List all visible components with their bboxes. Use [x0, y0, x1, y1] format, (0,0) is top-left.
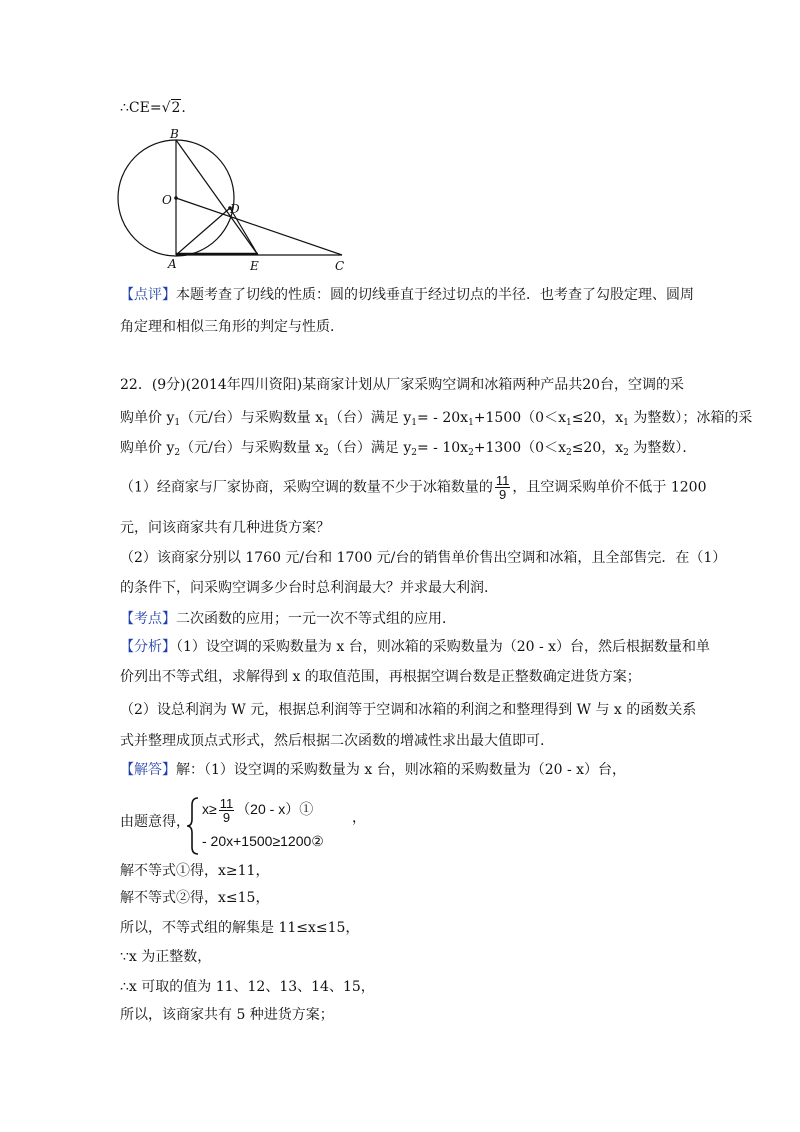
inequality-2: - 20x+1500≥1200②: [202, 833, 324, 849]
inequality-system: [186, 797, 366, 855]
inequality-1: x≥ $\frac{11}{9}$ （20 - x）①: [202, 796, 314, 825]
problem-22-line-1: 22．(9分)(2014年四川资阳)某商家计划从厂家采购空调和冰箱两种产品共20台，空调的采: [120, 377, 685, 393]
geometry-figure: [110, 122, 360, 282]
jieda-line-1: 【解答】解：（1）设空调的采购数量为 x 台，则冰箱的采购数量为（20 - x）台，: [120, 762, 627, 778]
sqrt-expression: [162, 98, 182, 118]
step-5: ∴x 可取的值为 11、12、13、14、15，: [120, 979, 375, 995]
comment-line-1: [120, 285, 694, 305]
step-1: 解不等式①得，x≥11，: [120, 863, 270, 879]
label-a: A: [168, 257, 177, 271]
label-b: B: [170, 127, 179, 141]
kaodian-line: 【考点】二次函数的应用；一元一次不等式组的应用．: [120, 611, 456, 627]
problem-22-part-2-line-1: （2）该商家分别以 1760 元/台和 1700 元/台的销售单价售出空调和冰箱，且全部售完．在（1）: [120, 550, 727, 566]
problem-22-line-3: 购单价 $y_2$（元/台）与采购数量 $x_2$（台）满足 $y_2= - 10x_2+1300(0<x_2\le 20$，$x_2$ 为整数）．: [120, 440, 697, 458]
line-oc: [176, 198, 342, 255]
fraction-11-9: $\frac{11}{9}$: [495, 473, 510, 502]
fenxi-line-2: 价列出不等式组，求解得到 x 的取值范围，再根据空调台数是正整数确定进货方案；: [120, 669, 641, 685]
jieda-tag: 【解答】: [120, 762, 176, 778]
ce-result: [120, 98, 186, 118]
problem-22-part-1: （1）经商家与厂家协商，采购空调的数量不少于冰箱数量的 $\frac{11}{9}$ ，且空调采购单价不低于 1200: [120, 473, 707, 502]
fenxi-line-3: （2）设总利润为 W 元，根据总利润等于空调和冰箱的利润之和整理得到 W 与 x 的函数关系: [120, 702, 697, 718]
kaodian-tag: 【考点】: [120, 611, 176, 627]
sqrt-symbol: √: [161, 100, 171, 116]
center-point: [174, 196, 178, 200]
label-c: C: [335, 259, 345, 273]
youtiyi-label: 由题意得，: [120, 814, 190, 830]
fenxi-tag: 【分析】: [120, 639, 176, 655]
ce-suffix: .: [181, 100, 186, 116]
fenxi-line-4: 式并整理成顶点式形式，然后根据二次函数的增减性求出最大值即可.: [120, 733, 545, 749]
left-brace-icon: [186, 797, 200, 855]
fraction-11-9-eq: $\frac{11}{9}$: [219, 796, 234, 825]
sqrt-radicand: 2: [171, 100, 181, 116]
step-4: ∵x 为正整数，: [120, 949, 212, 965]
label-e: E: [250, 259, 259, 273]
comment-line-2: 角定理和相似三角形的判定与性质．: [120, 319, 344, 335]
comment-text-1: 本题考查了切线的性质：圆的切线垂直于经过切点的半径．也考查了勾股定理、圆周: [176, 287, 694, 303]
problem-22-part-1-line-2: 元，问该商家共有几种进货方案？: [120, 520, 330, 536]
fenxi-line-1: 【分析】（1）设空调的采购数量为 x 台，则冰箱的采购数量为（20 - x）台，然后根据数量和单: [120, 639, 711, 655]
comment-tag: 【点评】: [120, 287, 176, 303]
problem-22-line-2: 购单价 $y_1$（元/台）与采购数量 $x_1$（台）满足 $y_1= - 20x_1+1500(0<x_1\le 20$，$x_1$ 为整数）；冰箱的采: [120, 410, 753, 428]
line-ad: [176, 208, 230, 255]
step-2: 解不等式②得，x≤15，: [120, 890, 270, 906]
step-3: 所以，不等式组的解集是 11≤x≤15，: [120, 920, 360, 936]
label-d: D: [230, 202, 240, 216]
system-comma: ，: [352, 810, 366, 826]
step-6: 所以，该商家共有 5 种进货方案；: [120, 1007, 334, 1023]
label-o: O: [162, 193, 172, 207]
problem-22-part-2-line-2: 的条件下，问采购空调多少台时总利润最大？并求最大利润.: [120, 580, 489, 596]
ce-prefix: ∴CE=: [120, 100, 162, 116]
